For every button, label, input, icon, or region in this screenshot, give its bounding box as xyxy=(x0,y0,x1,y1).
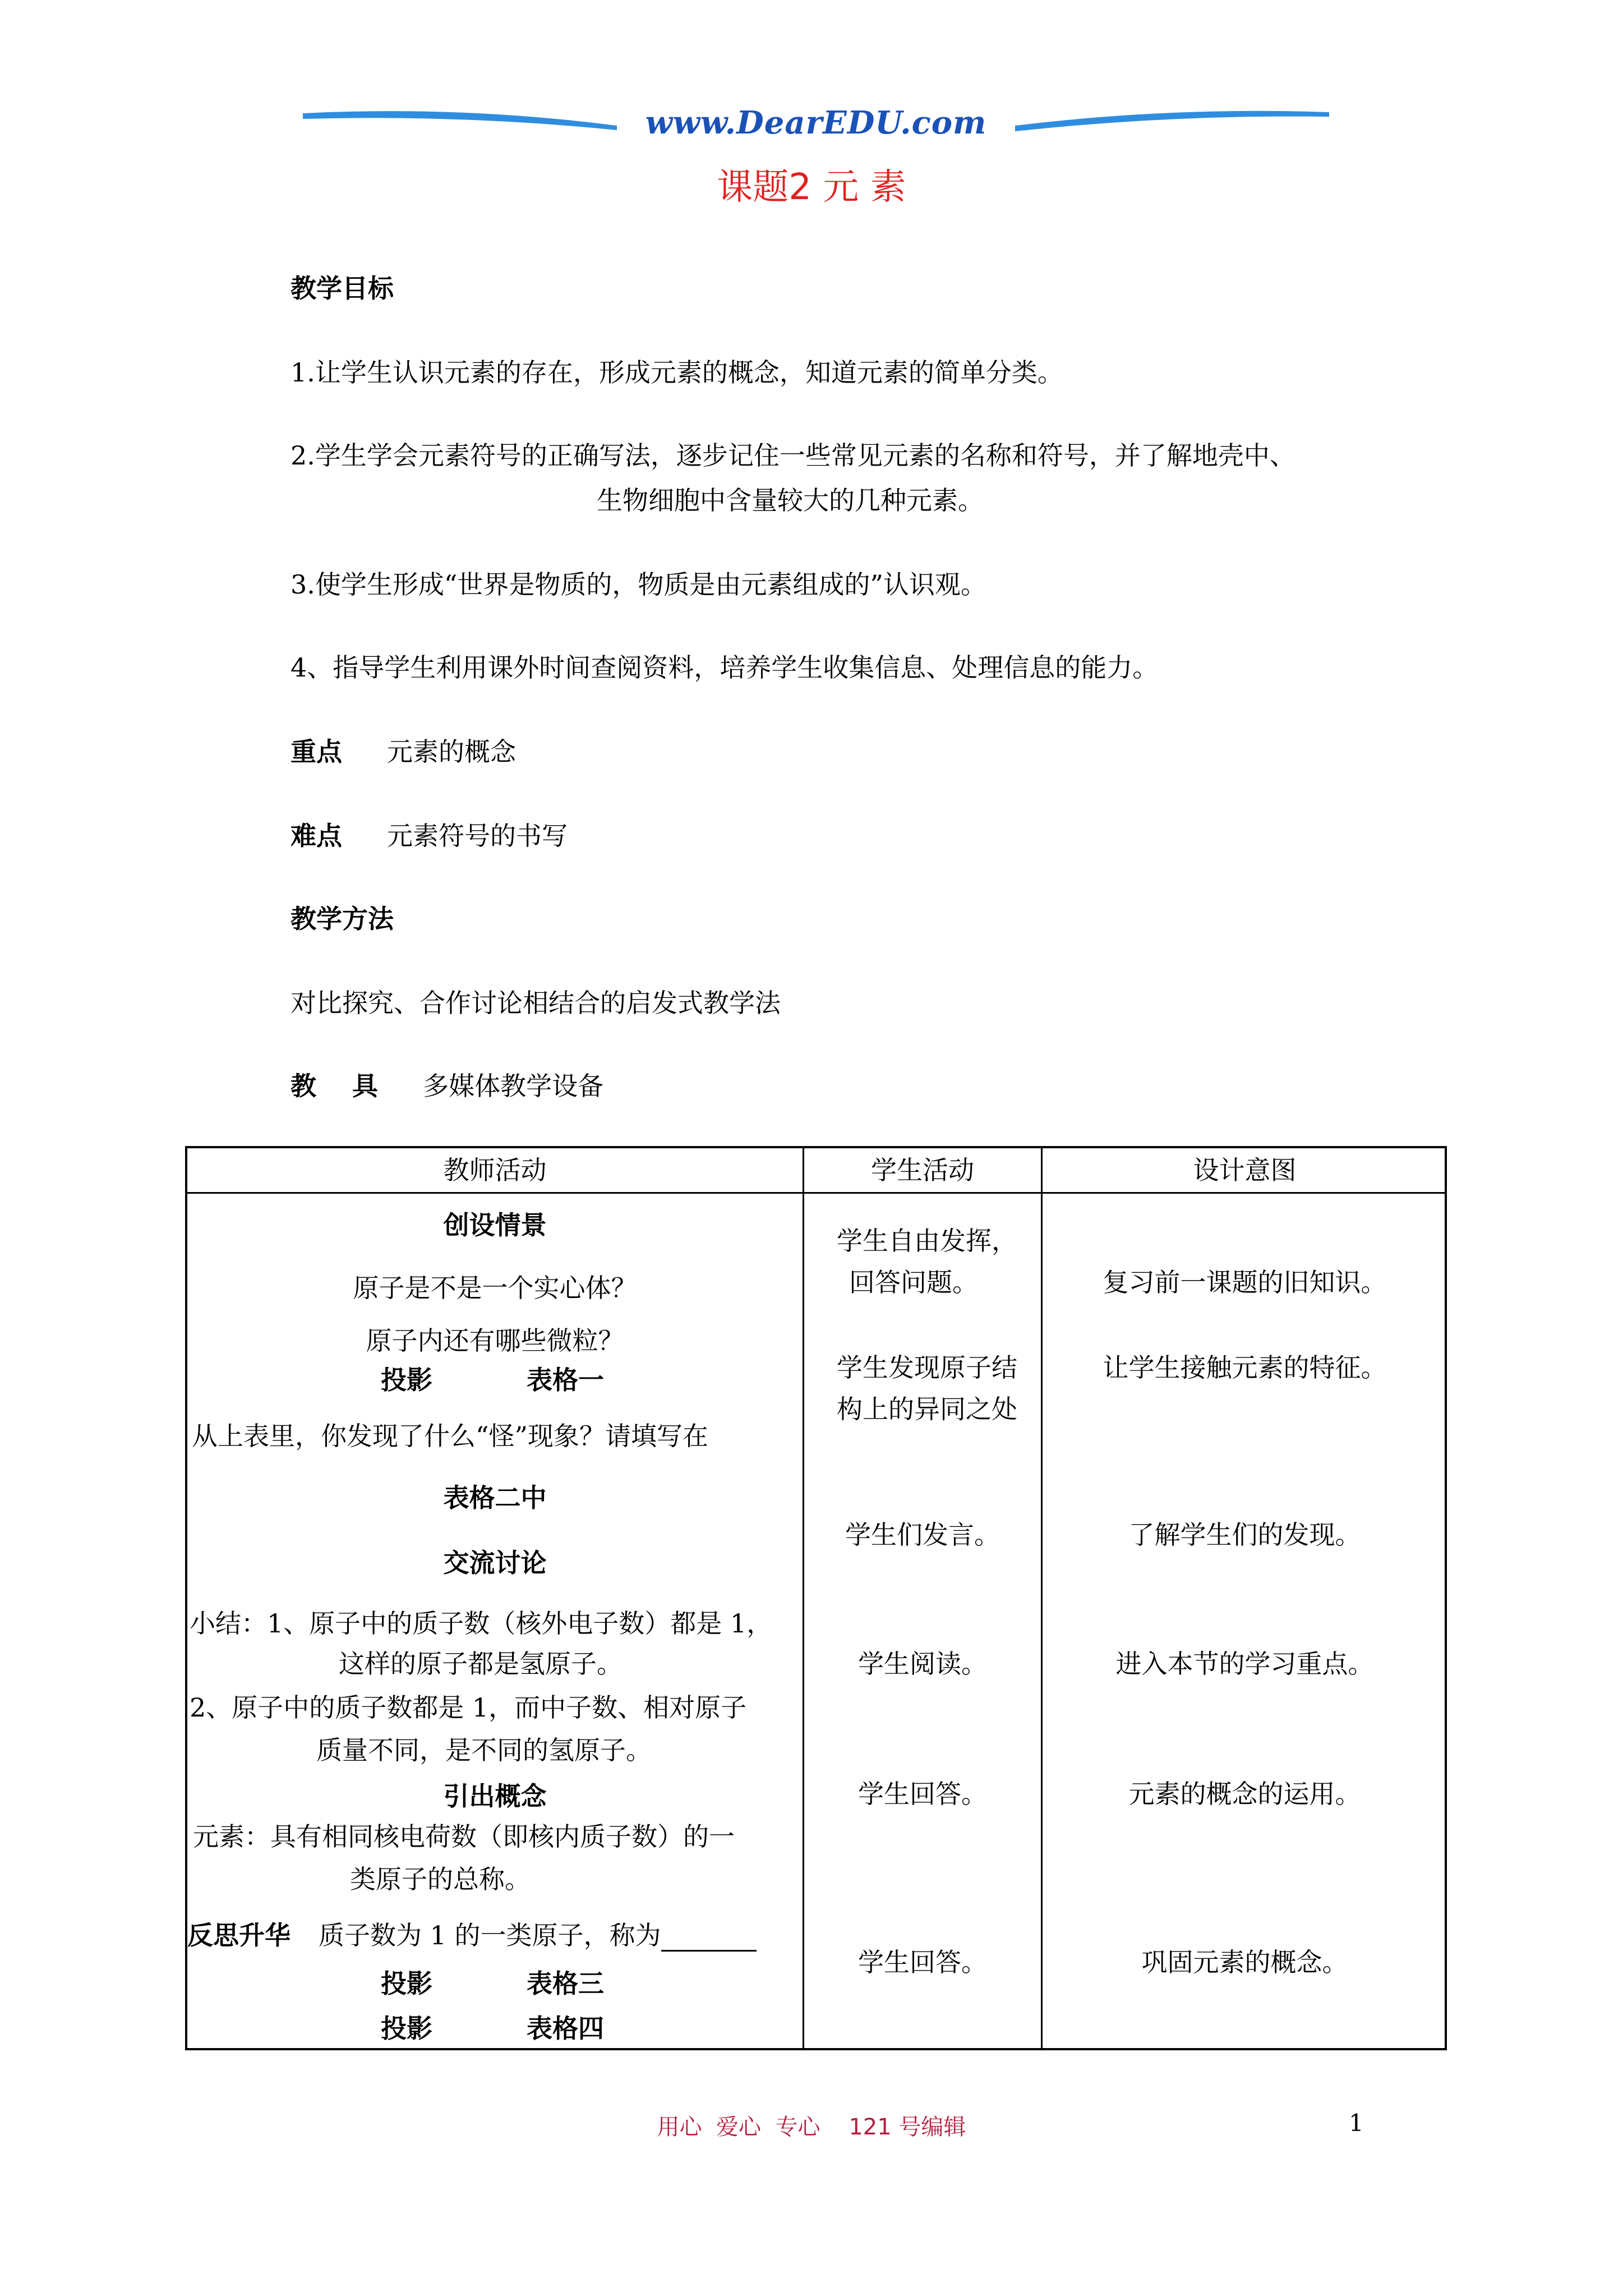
student-activity-6: 学生回答。 xyxy=(858,1947,987,1977)
student-activity-2-line-1: 学生发现原子结 xyxy=(837,1352,1017,1383)
goal-2-line-1: 2.学生学会元素符号的正确写法，逐步记住一些常见元素的名称和符号，并了解地壳中、 xyxy=(291,440,1295,471)
key-value: 元素的概念 xyxy=(387,737,516,767)
design-intent-6: 巩固元素的概念。 xyxy=(1141,1947,1348,1977)
projection-1-label: 投影 xyxy=(381,1365,432,1395)
difficulty-value: 元素符号的书写 xyxy=(387,821,568,851)
summary-line-3: 2、原子中的质子数都是 1，而中子数、相对原子 xyxy=(190,1692,747,1723)
header-divider xyxy=(187,1192,1445,1194)
footer-slogan: 用心 爱心 专心 121 号编辑 xyxy=(657,2114,966,2140)
method-value: 对比探究、合作讨论相结合的启发式教学法 xyxy=(291,988,781,1018)
teacher-question-2: 原子内还有哪些微粒？ xyxy=(366,1326,624,1356)
projection-4-label: 投影 xyxy=(381,2013,432,2044)
difficulty-label: 难点 xyxy=(291,821,342,851)
page-number: 1 xyxy=(1349,2109,1364,2137)
answer-blank xyxy=(661,1925,757,1952)
summary-line-1: 小结：1、原子中的质子数（核外电子数）都是 1， xyxy=(190,1608,773,1639)
page-title: 课题2 元 素 xyxy=(717,167,906,208)
reflect-text: 质子数为 1 的一类原子，称为 xyxy=(319,1920,661,1950)
teacher-prompt-line-2: 表格二中 xyxy=(443,1483,547,1513)
projection-3-value: 表格三 xyxy=(527,1968,604,1999)
goal-3: 3.使学生形成“世界是物质的，物质是由元素组成的”认识观。 xyxy=(291,569,986,600)
concept-line-1: 元素：具有相同核电荷数（即核内质子数）的一 xyxy=(193,1821,735,1852)
design-intent-2: 让学生接触元素的特征。 xyxy=(1103,1352,1387,1383)
header-teacher: 教师活动 xyxy=(443,1155,547,1185)
teacher-question-1: 原子是不是一个实心体？ xyxy=(353,1273,637,1303)
projection-1-value: 表格一 xyxy=(527,1365,604,1395)
header-student: 学生活动 xyxy=(871,1155,974,1185)
student-activity-4: 学生阅读。 xyxy=(858,1649,987,1679)
tools-label: 教 具 xyxy=(291,1071,379,1101)
student-activity-5: 学生回答。 xyxy=(858,1779,987,1809)
site-logo[interactable] xyxy=(303,100,1329,150)
concept-heading: 引出概念 xyxy=(443,1781,547,1811)
student-activity-2-line-2: 构上的异同之处 xyxy=(837,1394,1017,1424)
design-intent-4: 进入本节的学习重点。 xyxy=(1115,1649,1374,1679)
header-design: 设计意图 xyxy=(1193,1155,1297,1185)
reflect-label: 反思升华 xyxy=(187,1920,291,1950)
discuss-heading: 交流讨论 xyxy=(443,1548,547,1578)
projection-3-label: 投影 xyxy=(381,1968,432,1999)
tools-value: 多媒体教学设备 xyxy=(423,1071,604,1101)
reflect-row xyxy=(187,1919,757,1952)
goal-4: 4、指导学生利用课外时间查阅资料，培养学生收集信息、处理信息的能力。 xyxy=(291,652,1159,683)
difficulty-point xyxy=(291,819,568,853)
summary-line-2: 这样的原子都是氢原子。 xyxy=(339,1649,623,1679)
concept-line-2: 类原子的总称。 xyxy=(350,1864,531,1894)
column-divider xyxy=(803,1148,804,2048)
design-intent-3: 了解学生们的发现。 xyxy=(1128,1520,1361,1550)
student-activity-1-line-2: 回答问题。 xyxy=(849,1267,978,1297)
student-activity-1-line-1: 学生自由发挥， xyxy=(837,1226,1017,1256)
goal-2-line-2: 生物细胞中含量较大的几种元素。 xyxy=(597,485,984,516)
design-intent-1: 复习前一课题的旧知识。 xyxy=(1103,1267,1387,1297)
projection-4-value: 表格四 xyxy=(527,2013,604,2044)
key-point xyxy=(291,735,516,769)
method-heading: 教学方法 xyxy=(291,904,394,934)
student-activity-3: 学生们发言。 xyxy=(845,1520,1000,1550)
scene-heading: 创设情景 xyxy=(443,1210,547,1240)
lesson-table xyxy=(185,1146,1447,2050)
tools xyxy=(291,1069,603,1103)
logo-text: www.DearEDU.com xyxy=(645,104,987,141)
teacher-prompt-line-1: 从上表里，你发现了什么“怪”现象？请填写在 xyxy=(192,1421,709,1451)
summary-line-4: 质量不同，是不同的氢原子。 xyxy=(316,1735,652,1765)
design-intent-5: 元素的概念的运用。 xyxy=(1128,1779,1361,1809)
goals-heading: 教学目标 xyxy=(291,273,394,303)
goal-1: 1.让学生认识元素的存在，形成元素的概念，知道元素的简单分类。 xyxy=(291,357,1063,388)
key-label: 重点 xyxy=(291,737,342,767)
